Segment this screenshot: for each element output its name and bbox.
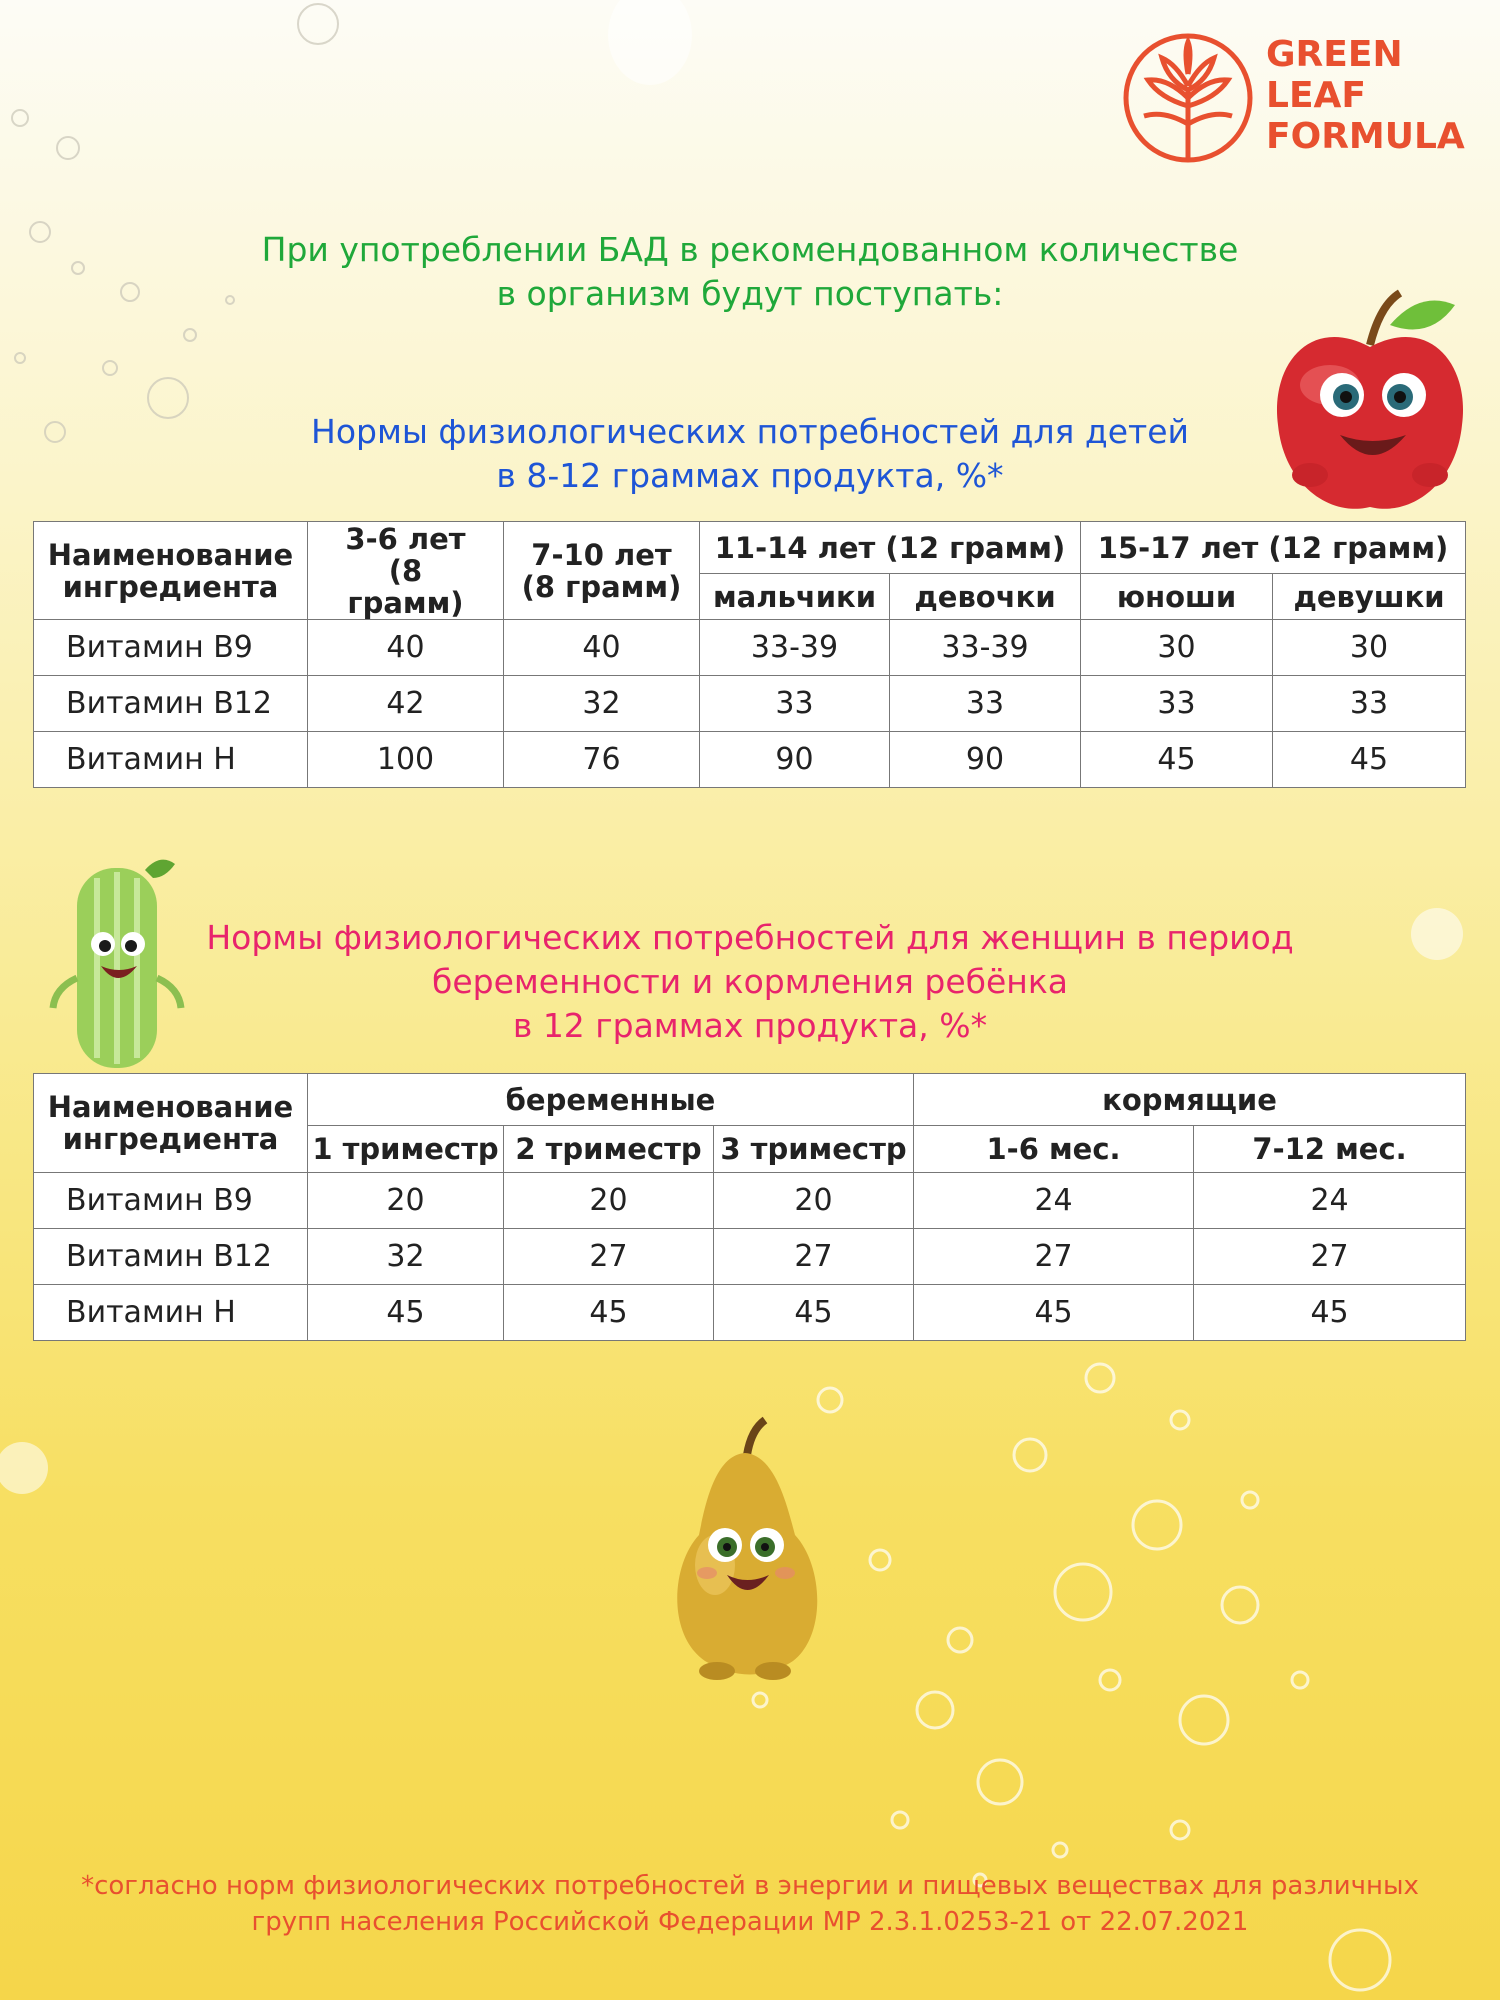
value-cell: 76 [504,732,700,788]
table-row [34,1285,1466,1341]
value-cell: 40 [308,620,504,676]
ingredient-name: Витамин В12 [34,676,308,732]
ingredient-name: Витамин В9 [34,620,308,676]
value-cell: 30 [1081,620,1273,676]
value-cell: 32 [308,1229,504,1285]
value-cell: 40 [504,620,700,676]
women-title-line-3: в 12 граммах продукта, %* [512,1006,988,1045]
value-cell: 90 [700,732,890,788]
footnote [0,1868,1500,1940]
value-cell: 33 [700,676,890,732]
value-cell: 30 [1273,620,1466,676]
trimester-2-subheader: 2 триместр [504,1126,714,1173]
months-1-6-subheader: 1-6 мес. [914,1126,1194,1173]
women-title-line-1: Нормы физиологических потребностей для женщин в период [206,918,1294,957]
value-cell: 100 [308,732,504,788]
leaf-tree-logo-icon [1118,28,1258,168]
value-cell: 42 [308,676,504,732]
value-cell: 20 [504,1173,714,1229]
value-cell: 27 [714,1229,914,1285]
value-cell: 27 [914,1229,1194,1285]
ingredient-name: Витамин Н [34,1285,308,1341]
table-row [34,1229,1466,1285]
value-cell: 20 [714,1173,914,1229]
ingredient-name-header: Наименование ингредиента [34,1074,308,1173]
value-cell: 24 [1194,1173,1466,1229]
intro-line-1: При употреблении БАД в рекомендованном количестве [261,230,1239,269]
ingredient-name: Витамин В9 [34,1173,308,1229]
children-norms-table [33,521,1466,788]
girls-subheader: девочки [890,574,1081,620]
value-cell: 33-39 [890,620,1081,676]
children-title-line-1: Нормы физиологических потребностей для детей [311,412,1189,451]
value-cell: 32 [504,676,700,732]
pregnant-header: беременные [308,1074,914,1126]
women-section-title [0,916,1500,1048]
table-row [34,620,1466,676]
children-title-line-2: в 8-12 граммах продукта, %* [496,456,1004,495]
value-cell: 27 [1194,1229,1466,1285]
footnote-line-2: групп населения Российской Федерации МР 2.3.1.0253-21 от 22.07.2021 [251,1907,1249,1937]
ingredient-name: Витамин В12 [34,1229,308,1285]
pear-character-icon [655,1415,835,1685]
table-row [34,1173,1466,1229]
value-cell: 33-39 [700,620,890,676]
value-cell: 33 [890,676,1081,732]
value-cell: 45 [1273,732,1466,788]
value-cell: 27 [504,1229,714,1285]
value-cell: 45 [1194,1285,1466,1341]
brand-line-3: FORMULA [1266,116,1465,157]
trimester-1-subheader: 1 триместр [308,1126,504,1173]
brand-name [1266,34,1465,157]
age-15-17-header: 15-17 лет (12 грамм) [1081,522,1466,574]
table-row [34,732,1466,788]
value-cell: 33 [1273,676,1466,732]
age-11-14-header: 11-14 лет (12 грамм) [700,522,1081,574]
youth-male-subheader: юноши [1081,574,1273,620]
women-title-line-2: беременности и кормления ребёнка [431,962,1069,1001]
age-3-6-header: 3-6 лет (8 грамм) [308,522,504,620]
table-row [34,676,1466,732]
value-cell: 45 [714,1285,914,1341]
nursing-header: кормящие [914,1074,1466,1126]
value-cell: 45 [1081,732,1273,788]
age-7-10-header: 7-10 лет (8 грамм) [504,522,700,620]
footnote-line-1: *согласно норм физиологических потребностей в энергии и пищевых веществах для различных [81,1871,1419,1901]
months-7-12-subheader: 7-12 мес. [1194,1126,1466,1173]
value-cell: 33 [1081,676,1273,732]
children-section-title [0,410,1500,498]
value-cell: 90 [890,732,1081,788]
value-cell: 45 [308,1285,504,1341]
youth-female-subheader: девушки [1273,574,1466,620]
brand-logo [1118,28,1478,168]
brand-line-2: LEAF [1266,75,1366,116]
boys-subheader: мальчики [700,574,890,620]
value-cell: 45 [914,1285,1194,1341]
ingredient-name: Витамин Н [34,732,308,788]
women-norms-table [33,1073,1466,1341]
brand-line-1: GREEN [1266,34,1403,75]
intro-line-2: в организм будут поступать: [496,274,1004,313]
trimester-3-subheader: 3 триместр [714,1126,914,1173]
value-cell: 20 [308,1173,504,1229]
value-cell: 24 [914,1173,1194,1229]
ingredient-name-header: Наименование ингредиента [34,522,308,620]
value-cell: 45 [504,1285,714,1341]
